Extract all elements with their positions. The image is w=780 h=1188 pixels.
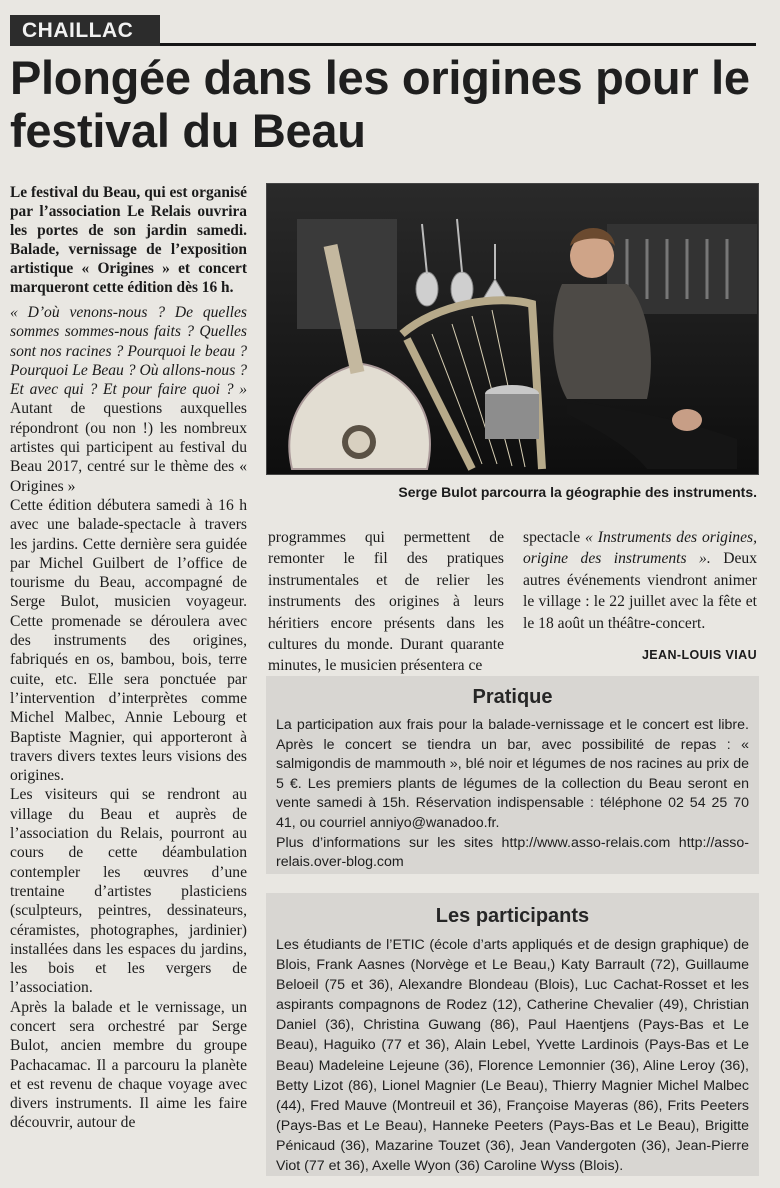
show-title: « Instruments des origines, origine des instruments ». <box>523 529 757 568</box>
body-paragraph-1 <box>10 303 247 496</box>
lead-paragraph: Le festival du Beau, qui est organisé par l’association Le Relais ouvrira les portes de son jardin samedi. Balade, vernissage de l’exposition artistique « Origines » et concert marqueront cette édition dès 16 h. <box>10 184 247 296</box>
participants-box <box>266 893 759 1176</box>
participants-title: Les participants <box>435 905 590 927</box>
column-3-text <box>523 527 757 634</box>
body-paragraph-2: Cette édition débutera samedi à 16 h avec une balade-spectacle à travers les jardins. Cette dernière sera guidée par Michel Guilbert de l’office de tourisme du Beau, accompagné de Serge Bulot, musicien voyageur. Cette promenade se déroulera avec des instruments des origines, fabriqués en os, bambou, bois, terre cuite, etc. Elle sera ponctuée par l’intervention d’interprètes comme Michel Malbec, Annie Lebourg et Baptiste Magnier, qui apporteront à travers divers textes leurs visions des origines. <box>10 496 247 785</box>
column-3 <box>523 527 757 634</box>
column-2 <box>268 527 504 677</box>
column-3-start: spectacle <box>523 529 586 546</box>
column-3-rest: Deux autres événements viendront animer le village : le 22 juillet avec la fête et le 18 août un théâtre-concert. <box>523 550 757 632</box>
paragraph-1-text: Autant de questions auxquelles répondront (ou non !) les nombreux artistes qui participent au festival du Beau 2017, centré sur le thème des « Origines » <box>10 400 247 495</box>
participants-list: Les étudiants de l’ETIC (école d’arts appliqués et de design graphique) de Blois, Frank Aasnes (Norvège et Le Beau,) Katy Barrault (72), Guillaume Beloeil (75 et 36), Alexandre Blondeau (Blois), Luc Cachat-Rosset et les aspirants compagnons de Rodez (12), Catherine Chevalier (49), Christian Daniel (36), Christina Guwang (86), Paul Haentjens (Pays-Bas et Le Beau), Haguiko (77 et 36), Alain Lebel, Yvette Lardinois (Pays-Bas et Le Beau) Madeleine Lejeune (36), Florence Lemonnier (36), Aline Leroy (36), Betty Lizot (86), Lionel Magnier (Le Beau), Thierry Magnier Michel Malbec (44), Fred Mauve (Montreuil et 36), Françoise Mayeras (86), Frits Peeters (Pays-Bas et Le Beau), Hanneke Peeters (Pays-Bas et Le Beau), Brigitte Pénicaud (36), Mazarine Touzet (36), Jean Vandergoten (36), Jean-Pierre Viot (77 et 36), Axelle Wyon (36) Caroline Wyss (Blois). <box>276 937 749 1175</box>
column-1 <box>10 183 247 1133</box>
pratique-text: La participation aux frais pour la balade-vernissage et le concert est libre. Après le concert se tiendra un bar, avec possibilité de repas : « salmigondis de mammouth », blé noir et légumes de nos racines au prix de 5 €. Les premiers plants de légumes de la collection du Beau seront en vente samedi à 15h. Réservation indispensable : téléphone 02 54 25 70 41, ou courriel anniyo@wanadoo.fr. <box>276 717 749 831</box>
column-2-text: programmes qui permettent de remonter le fil des pratiques instrumentales et de relier les instruments des origines à leurs héritiers encore présents dans les cultures du monde. Durant quarante minutes, le musicien présentera ce <box>268 529 504 675</box>
headline: Plongée dans les origines pour le festival du Beau <box>10 51 750 157</box>
author-byline: JEAN-LOUIS VIAU <box>641 648 757 662</box>
photo-caption: Serge Bulot parcourra la géographie des instruments. <box>398 484 757 500</box>
pratique-box <box>266 676 759 874</box>
article-photo <box>266 183 759 475</box>
pratique-links: Plus d’informations sur les sites http://www.asso-relais.com http://asso-relais.over-blog.com <box>276 834 749 871</box>
section-label: CHAILLAC <box>10 15 160 46</box>
musician-with-instruments-illustration <box>267 184 758 474</box>
body-paragraph-3: Les visiteurs qui se rendront au village du Beau et auprès de l’association du Relais, pourront au cours de cette déambulation contempler les œuvres d’une trentaine d’artistes plasticiens (sculpteurs, peintres, dessinateurs, céramistes, photographes, jardinier) installées dans les espaces du jardins, les bois et les vergers de l’association. <box>10 786 247 997</box>
body-paragraph-4: Après la balade et le vernissage, un concert sera orchestré par Serge Bulot, ancien membre du groupe Pachacamac. Il a parcouru la planète et est revenu de chaque voyage avec divers instruments. Il aime les faire découvrir, autour de <box>10 998 247 1132</box>
pratique-title: Pratique <box>472 686 553 708</box>
opening-quote: « D’où venons-nous ? De quelles sommes sommes-nous faits ? Quelles sont nos racines ? Pourquoi le beau ? Pourquoi Le Beau ? Où allons-nous ? Et avec qui ? Et pour faire quoi ? » <box>10 304 247 399</box>
